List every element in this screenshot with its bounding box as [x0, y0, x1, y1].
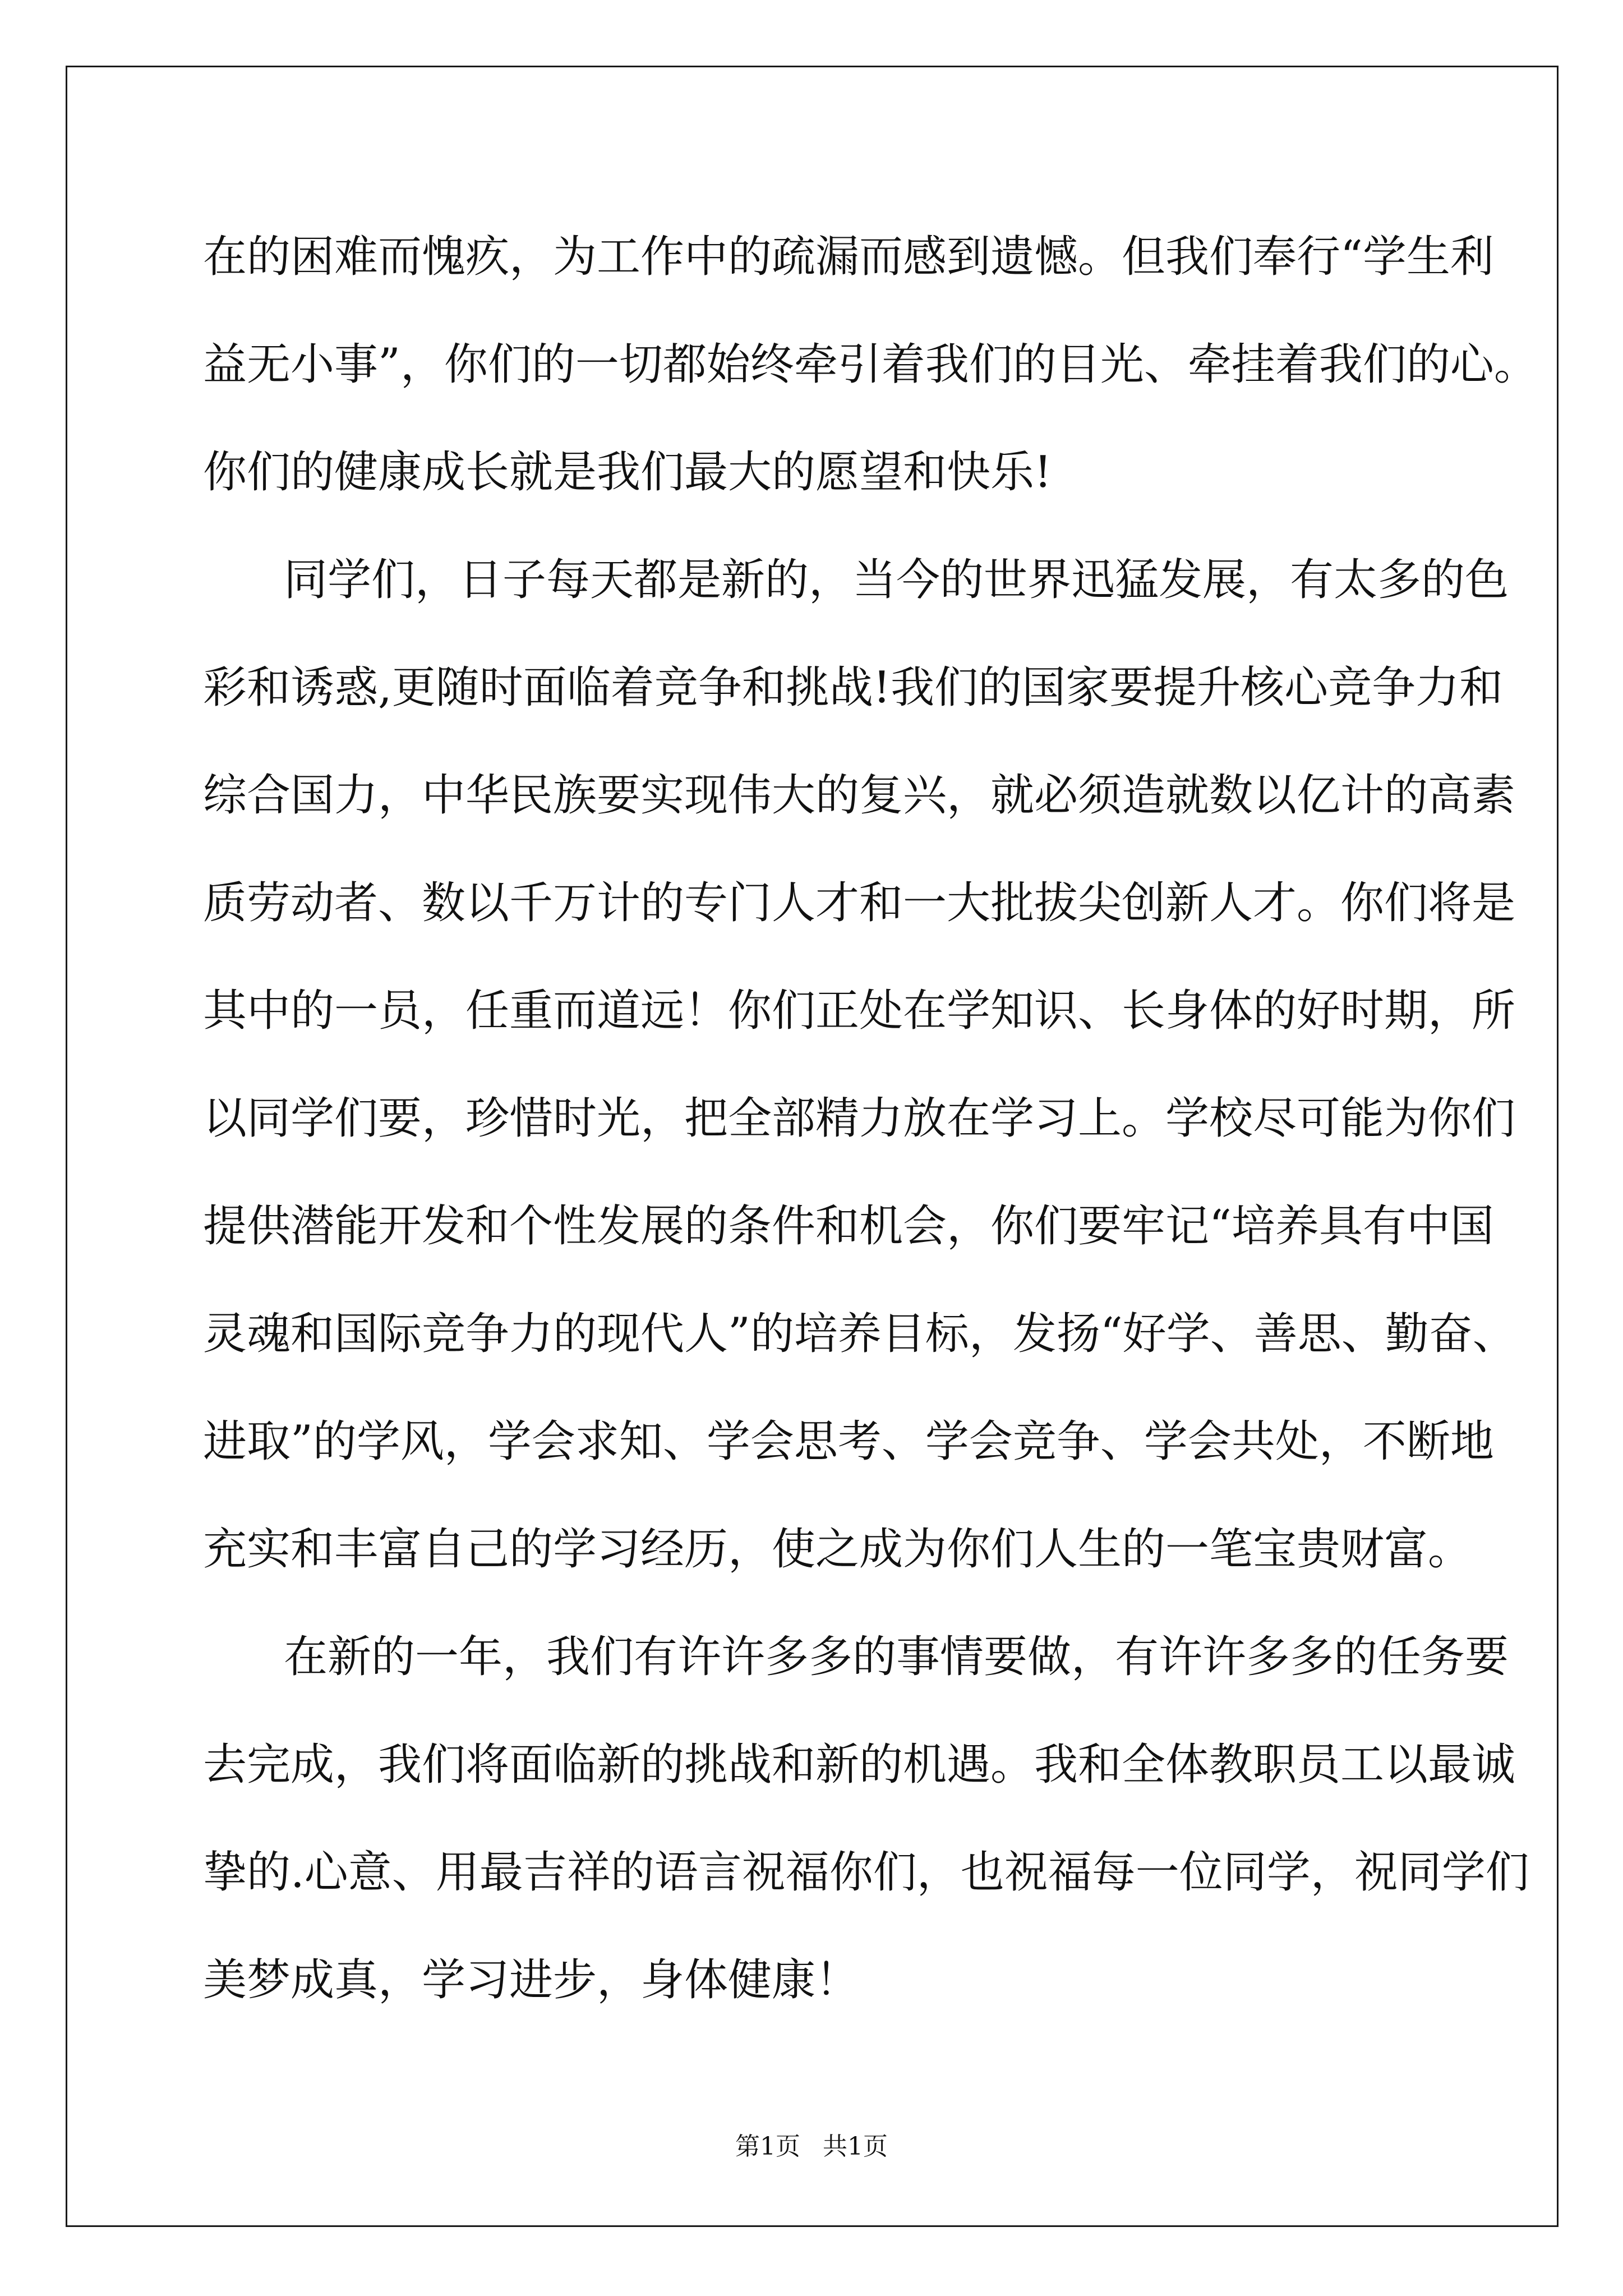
text-line: 在的困难而愧疚，为工作中的疏漏而感到遗憾。但我们奉行“学生利 [203, 232, 1494, 282]
text-line: 彩和诱惑,更随时面临着竞争和挑战!我们的国家要提升核心竞争力和 [203, 662, 1504, 713]
text-line: 充实和丰富自己的学习经历，使之成为你们人生的一笔宝贵财富。 [203, 1524, 1472, 1575]
text-line: 综合国力，中华民族要实现伟大的复兴，就必须造就数以亿计的高素 [203, 770, 1516, 821]
text-line: 同学们，日子每天都是新的，当今的世界迅猛发展，有太多的色 [284, 555, 1509, 605]
text-line: 在新的一年，我们有许许多多的事情要做，有许许多多的任务要 [284, 1632, 1509, 1682]
text-line: 以同学们要，珍惜时光，把全部精力放在学习上。学校尽可能为你们 [203, 1093, 1516, 1144]
text-line: 质劳动者、数以千万计的专门人才和一大批拔尖创新人才。你们将是 [203, 878, 1516, 928]
paragraph [203, 203, 1538, 526]
paragraph [203, 1603, 1529, 2034]
page-number-current: 第1页 [735, 2132, 800, 2161]
page-footer [0, 2126, 1623, 2162]
text-line: 提供潜能开发和个性发展的条件和机会，你们要牢记“培养具有中国 [203, 1201, 1494, 1251]
text-line: 益无小事”，你们的一切都始终牵引着我们的目光、牵挂着我们的心。 [203, 339, 1538, 390]
text-line: 进取”的学风，学会求知、学会思考、学会竞争、学会共处，不断地 [203, 1416, 1494, 1467]
text-line: 其中的一员，任重而道远！你们正处在学知识、长身体的好时期，所 [203, 986, 1516, 1036]
text-line: 灵魂和国际竞争力的现代人”的培养目标，发扬“好学、善思、勤奋、 [203, 1309, 1516, 1359]
document-body [203, 203, 1538, 2034]
text-line: 去完成，我们将面临新的挑战和新的机遇。我和全体教职员工以最诚 [203, 1740, 1516, 1790]
text-line: 挚的.心意、用最吉祥的语言祝福你们，也祝福每一位同学，祝同学们 [203, 1847, 1529, 1898]
page-number-total: 共1页 [823, 2132, 888, 2161]
paragraph [203, 526, 1516, 1603]
text-line: 美梦成真，学习进步，身体健康！ [203, 1955, 860, 2005]
text-line: 你们的健康成长就是我们最大的愿望和快乐! [203, 447, 1052, 498]
